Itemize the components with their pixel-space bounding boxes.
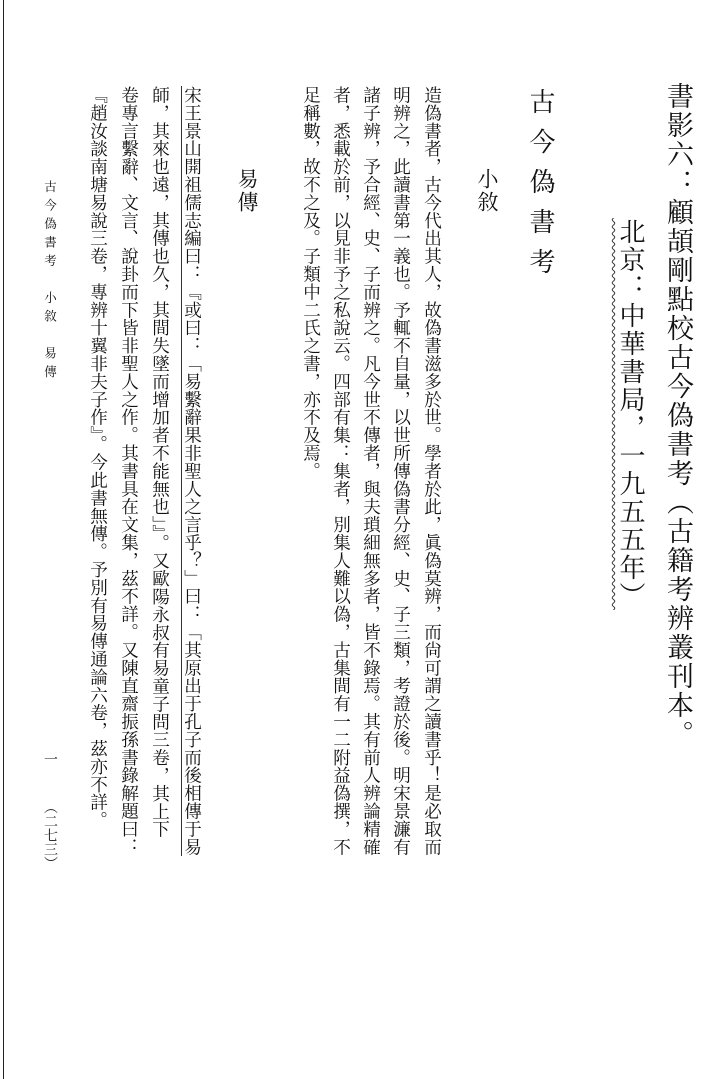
preface-text-line: 足稱數，故不之及。子類中二氏之書，亦不及焉。 — [300, 86, 321, 480]
preface-text-line: 者，悉載於前，以見非予之私說云。四部有集：集者，別集人難以偽，古集間有一二附益偽撰，不 — [330, 86, 351, 856]
section-heading-yizhuan: 易傳 — [235, 168, 259, 214]
page-number: 一 — [42, 752, 58, 766]
yizhuan-text-line: 宋王景山開祖儒志編曰：『或曰：「易繫辭果非聖人之言乎？」曰：「其原出于孔子而後相傳于易 — [181, 86, 202, 856]
section-heading-preface: 小敘 — [475, 168, 499, 214]
running-head: 古今偽書考 小敘 易傳 — [42, 180, 58, 384]
caption-publisher: 北京：中華書局，一九五五年） — [615, 218, 645, 610]
overall-page-number: （二七三） — [42, 800, 58, 870]
caption-title: 書影六：顧頡剛點校古今偽書考（古籍考辨叢刊本。 — [662, 82, 693, 749]
preface-text-line: 造偽書者，古今代出其人，故偽書滋多於世。學者於此，眞偽莫辨，而尙可謂之讀書乎！是必取而 — [421, 86, 442, 856]
yizhuan-text-line: 卷專言繫辭、文言、說卦而下皆非聖人之作。其書具在文集，茲不詳。又陳直齋振孫書錄解題曰： — [118, 86, 139, 856]
preface-text-line: 明辨之，此讀書第一義也。予輒不自量，以世所傳偽書分經、史、子三類，考證於後。明宋景濂有 — [390, 86, 411, 856]
preface-text-line: 諸子辨，予合經、史、子而辨之。凡今世不傳者，與夫瑣細無多者，皆不錄焉。其有前人辨論精確 — [360, 86, 381, 856]
yizhuan-text-line: 師，其來也遠，其傳也久，其間失墜而增加者不能無也」』。又歐陽永叔有易童子問三卷，其上下 — [149, 86, 170, 839]
page-edge-line — [3, 0, 4, 1079]
yizhuan-text-line: 『趙汝談南塘易說三卷，專辨十翼非夫子作』。今此書無傳。予別有易傳通論六卷，茲亦不詳。 — [87, 86, 108, 829]
book-title: 古今偽書考 — [525, 88, 555, 288]
